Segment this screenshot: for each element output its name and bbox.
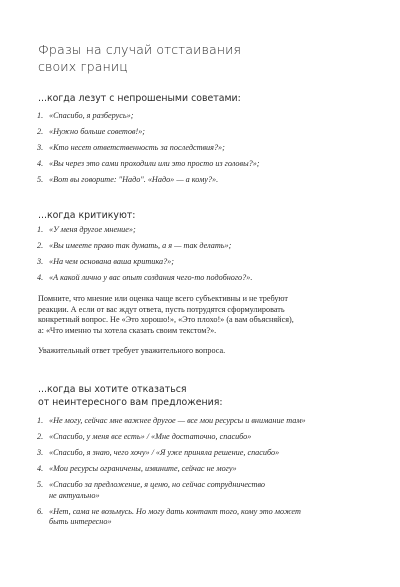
decline-phrases-list xyxy=(37,416,306,528)
list-item-text: «Мои ресурсы ограничены, извините, сейчас не могу» xyxy=(49,464,237,474)
list-item xyxy=(37,464,306,475)
paragraph-line: конкретный вопрос. Не «Это хорошо!», «Это плохо!» (а вам объясняйся), xyxy=(38,315,294,325)
respect-paragraph: Уважительный ответ требует уважительного вопроса. xyxy=(38,346,226,355)
list-item-text: «Спасибо, я знаю, чего хочу» / «Я уже приняла решение, спасибо» xyxy=(49,448,280,458)
list-item-text-line-2: быть интересно» xyxy=(49,517,112,527)
list-item-number: 5. xyxy=(37,174,44,184)
paragraph-line: а: «Что именно ты хотела сказать своим текстом?». xyxy=(38,325,217,335)
advice-paragraph xyxy=(38,294,366,336)
list-item-number: 1. xyxy=(37,416,44,425)
list-item xyxy=(37,143,260,154)
section-heading-criticism: ...когда критикуют: xyxy=(38,210,136,221)
list-item-text xyxy=(49,480,265,501)
list-item-number: 4. xyxy=(37,158,44,168)
list-item-text-line-1: «Спасибо за предложение, я ценю, но сейчас сотрудничество xyxy=(49,480,265,490)
list-item xyxy=(37,432,306,443)
list-item-number: 6. xyxy=(37,506,44,516)
list-item xyxy=(37,225,252,236)
section-heading-line-2: от неинтересного вам предложения: xyxy=(38,397,223,409)
list-item-number: 3. xyxy=(37,448,44,458)
list-item xyxy=(37,480,306,501)
list-item-text: «Вы имеете право так думать, а я — так делать»; xyxy=(49,240,232,250)
list-item-text: «Вы через это сами проходили или это просто из головы?»; xyxy=(49,158,260,168)
criticism-phrases-list xyxy=(37,225,252,283)
list-item-text: «Вот вы говорите: "Надо". «Надо» — а кому?». xyxy=(49,174,219,184)
list-item xyxy=(37,175,260,186)
page-title-line-1: Фразы на случай отстаивания xyxy=(38,42,242,57)
list-item xyxy=(37,241,252,252)
list-item-number: 5. xyxy=(37,480,44,490)
list-item xyxy=(37,111,260,122)
page-title-line-2: своих границ xyxy=(38,59,128,74)
advice-phrases-list xyxy=(37,111,260,185)
list-item-text: «Кто несет ответственность за последствия?»; xyxy=(49,142,225,152)
list-item-number: 2. xyxy=(37,240,44,250)
section-heading-advice: ...когда лезут с непрошеными советами: xyxy=(38,93,241,104)
list-item-number: 2. xyxy=(37,432,44,442)
list-item-number: 3. xyxy=(37,256,44,266)
list-item xyxy=(37,416,306,427)
list-item xyxy=(37,273,252,284)
list-item-text: «Нужно больше советов!»; xyxy=(49,126,146,136)
list-item-number: 4. xyxy=(37,464,44,474)
paragraph-line: Помните, что мнение или оценка чаще всего субъективны и не требуют xyxy=(38,294,289,303)
list-item-number: 1. xyxy=(37,111,44,120)
list-item-text-line-1: «Нет, сама не возьмусь. Но могу дать контакт того, кому это может xyxy=(49,506,301,516)
paragraph-line: реакции. А если от вас ждут ответа, пусть потрудятся сформулировать xyxy=(38,304,285,314)
list-item-text: «У меня другое мнение»; xyxy=(49,225,136,234)
list-item-text: «Спасибо, у меня все есть» / «Мне достаточно, спасибо» xyxy=(49,432,252,442)
list-item-number: 3. xyxy=(37,142,44,152)
list-item-text: «На чем основана ваша критика?»; xyxy=(49,256,175,266)
list-item-number: 2. xyxy=(37,126,44,136)
list-item-number: 1. xyxy=(37,225,44,234)
section-heading-line-1: ...когда вы хотите отказаться xyxy=(38,384,187,395)
list-item xyxy=(37,159,260,170)
list-item xyxy=(37,257,252,268)
section-heading-decline xyxy=(38,383,223,409)
list-item xyxy=(37,448,306,459)
page-title xyxy=(38,41,358,75)
list-item-text-line-2: не актуально» xyxy=(49,490,100,500)
list-item xyxy=(37,507,306,528)
list-item-text xyxy=(49,507,301,528)
list-item-number: 4. xyxy=(37,272,44,282)
list-item-text: «Не могу, сейчас мне важнее другое — все мои ресурсы и внимание там» xyxy=(49,416,306,425)
list-item xyxy=(37,127,260,138)
list-item-text: «А какой лично у вас опыт создания чего-то подобного?». xyxy=(49,272,253,282)
list-item-text: «Спасибо, я разберусь»; xyxy=(49,111,134,120)
